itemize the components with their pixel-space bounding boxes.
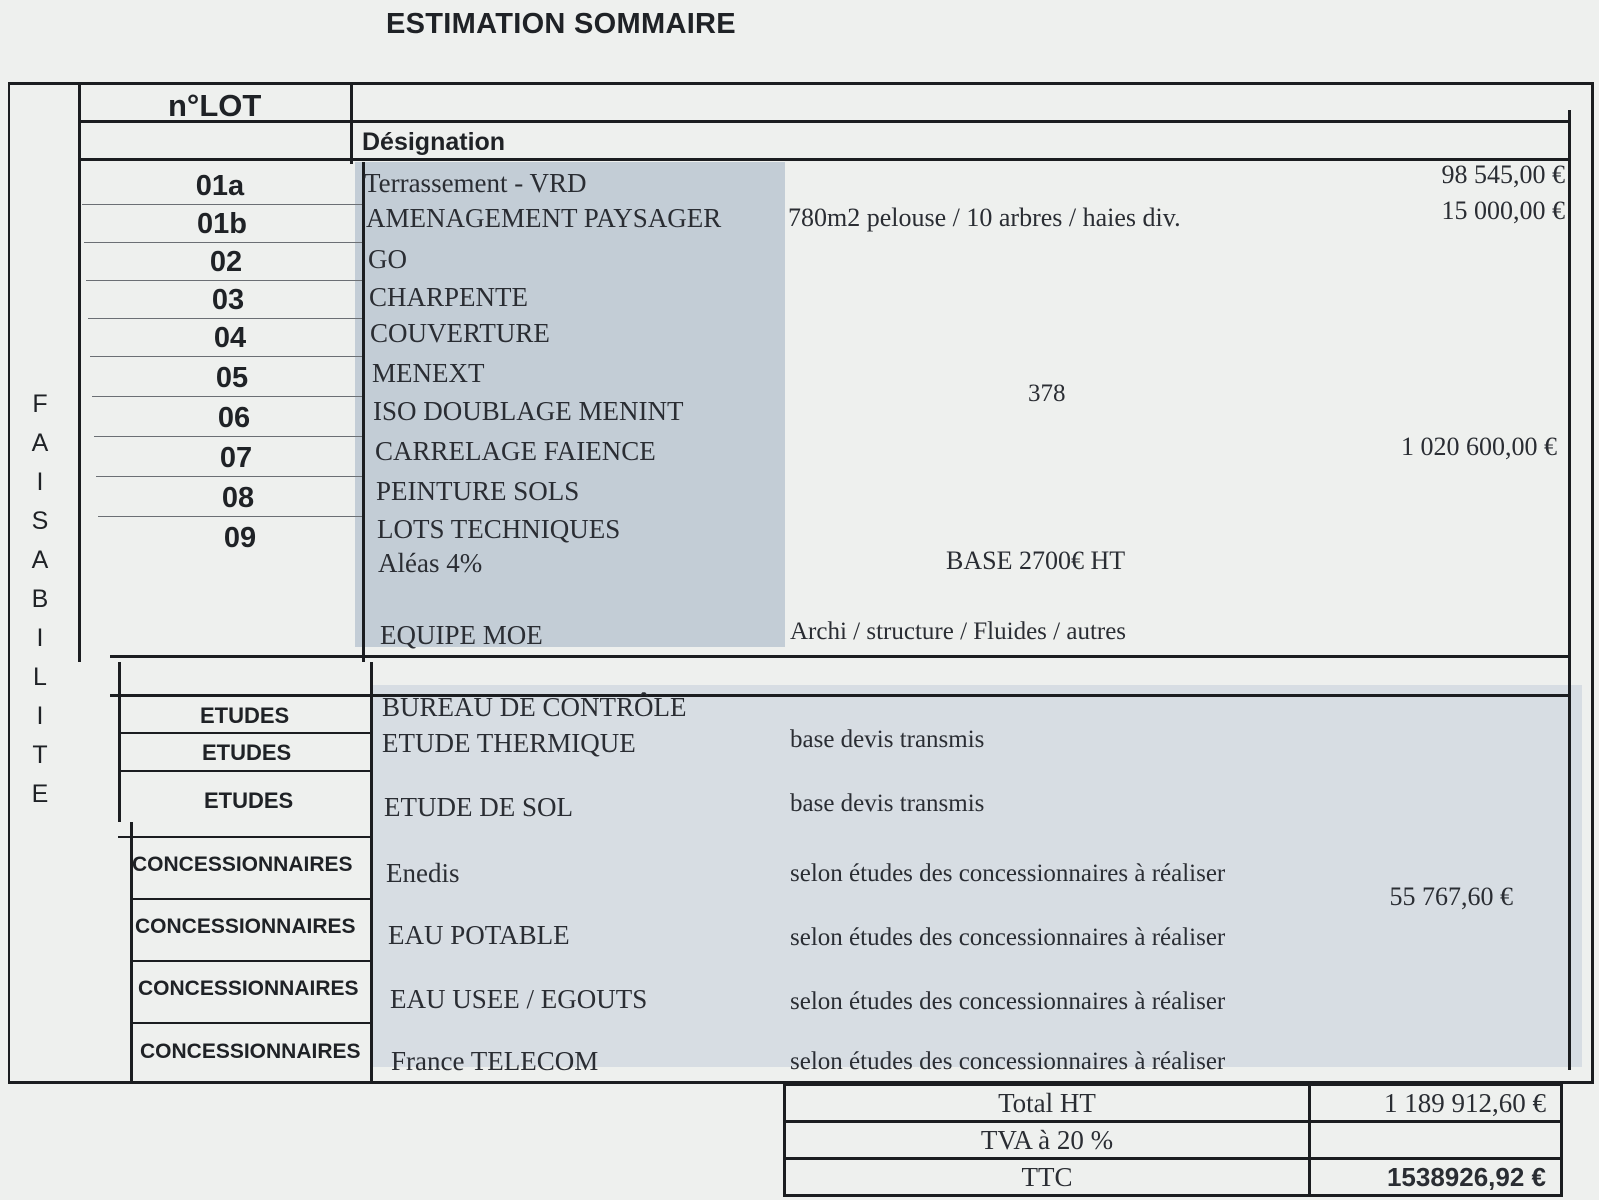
etudes-rule-3 — [118, 836, 372, 838]
study-note: selon études des concessionnaires à réaliser — [790, 924, 1226, 951]
right-inner-border — [1568, 110, 1571, 1070]
paysager-note: 780m2 pelouse / 10 arbres / haies div. — [788, 203, 1181, 232]
gap-rule — [110, 694, 1570, 697]
side-label-letter: F — [32, 390, 48, 418]
study-designation: France TELECOM — [391, 1046, 599, 1076]
side-label-letter: I — [36, 624, 44, 652]
faisabilite-side-label — [22, 385, 58, 814]
study-designation: ETUDE THERMIQUE — [382, 728, 636, 758]
lot-number: 02 — [209, 246, 243, 278]
etudes-rule-4 — [130, 898, 372, 900]
total-ht-value: 1 189 912,60 € — [1310, 1085, 1562, 1122]
document-title: ESTIMATION SOMMAIRE — [386, 8, 736, 40]
moe-label: EQUIPE MOE — [380, 620, 543, 650]
study-note: base devis transmis — [790, 726, 985, 753]
base-price-note: BASE 2700€ HT — [946, 546, 1126, 575]
header-rule-1 — [80, 120, 1570, 123]
lot-number: 03 — [211, 284, 245, 316]
study-note: selon études des concessionnaires à réaliser — [790, 1048, 1226, 1075]
side-label-letter: L — [33, 663, 47, 691]
study-designation: Enedis — [386, 858, 460, 888]
side-label-letter: I — [36, 702, 44, 730]
side-divider-lower — [118, 662, 121, 822]
study-note: base devis transmis — [790, 790, 985, 817]
side-divider — [78, 84, 81, 662]
lot-designation: CHARPENTE — [369, 282, 529, 312]
moe-note: Archi / structure / Fluides / autres — [790, 618, 1127, 645]
side-label-letter: A — [31, 429, 49, 457]
tva-row — [785, 1122, 1562, 1159]
side-label-letter: E — [31, 780, 49, 808]
lot-number: 04 — [213, 322, 247, 354]
study-category: CONCESSIONNAIRES — [132, 853, 353, 876]
works-amount: 1 020 600,00 € — [1401, 432, 1557, 461]
ttc-row — [785, 1159, 1562, 1196]
lot-number: 07 — [219, 442, 253, 474]
lot-separator — [88, 318, 362, 319]
lot-designation: PEINTURE SOLS — [376, 476, 580, 506]
side-label-letter: T — [32, 741, 48, 769]
tva-label: TVA à 20 % — [785, 1122, 1310, 1159]
lot-separator — [84, 242, 362, 243]
study-designation: EAU USEE / EGOUTS — [390, 984, 648, 1014]
studies-amount: 55 767,60 € — [1389, 882, 1513, 911]
surface-note: 378 — [1028, 380, 1066, 407]
lot-designation: Terrassement - VRD — [364, 168, 587, 198]
study-category: CONCESSIONNAIRES — [135, 915, 356, 938]
etudes-rule-2 — [118, 770, 372, 772]
etudes-rule-1 — [118, 732, 372, 734]
totals-table — [783, 1083, 1563, 1192]
vrd-amount: 98 545,00 € — [1441, 160, 1565, 189]
lot-number: 05 — [215, 362, 249, 394]
lot-separator — [92, 396, 362, 397]
lot-number: 08 — [221, 482, 255, 514]
study-category: CONCESSIONNAIRES — [140, 1040, 361, 1063]
study-category: CONCESSIONNAIRES — [138, 977, 359, 1000]
lot-number: 01b — [197, 208, 247, 240]
study-note: selon études des concessionnaires à réaliser — [790, 988, 1226, 1015]
lot-designation: COUVERTURE — [370, 318, 550, 348]
study-category: ETUDES — [202, 740, 292, 765]
total-ht-label: Total HT — [785, 1085, 1310, 1122]
lot-designation: MENEXT — [372, 358, 485, 388]
lot-designation: AMENAGEMENT PAYSAGER — [366, 203, 722, 233]
paysager-amount: 15 000,00 € — [1441, 196, 1565, 225]
total-ht-row — [785, 1085, 1562, 1122]
lot-column-divider — [350, 84, 353, 164]
lot-designation: CARRELAGE FAIENCE — [375, 436, 656, 466]
ttc-label: TTC — [785, 1159, 1310, 1196]
side-label-letter: B — [31, 585, 49, 613]
side-label-letter: I — [36, 468, 44, 496]
lot-separator — [86, 280, 362, 281]
side-label-letter: S — [31, 507, 49, 535]
lot-designation: GO — [368, 244, 407, 274]
etudes-rule-6 — [130, 1022, 372, 1024]
study-category: ETUDES — [204, 788, 294, 813]
lot-separator — [94, 436, 362, 437]
study-designation: BUREAU DE CONTRÔLE — [382, 692, 687, 722]
lot-number: 06 — [217, 402, 251, 434]
lot-separator — [82, 204, 362, 205]
lots-bottom-rule — [110, 655, 1570, 658]
aleas-label: Aléas 4% — [378, 548, 483, 578]
lot-separator — [98, 516, 362, 517]
lot-number: 09 — [223, 522, 257, 554]
lot-separator — [90, 356, 362, 357]
study-designation: ETUDE DE SOL — [384, 792, 573, 822]
header-rule-2 — [80, 158, 1570, 161]
study-note: selon études des concessionnaires à réaliser — [790, 860, 1226, 887]
lot-column-divider-body — [362, 162, 365, 662]
side-label-letter: A — [31, 546, 49, 574]
designation-header: Désignation — [362, 128, 506, 156]
study-designation: EAU POTABLE — [388, 920, 570, 950]
lot-number: 01a — [195, 170, 245, 202]
etudes-rule-5 — [130, 960, 372, 962]
lot-designation: LOTS TECHNIQUES — [377, 514, 621, 544]
tva-value — [1310, 1122, 1562, 1159]
lot-designation: ISO DOUBLAGE MENINT — [373, 396, 684, 426]
lot-separator — [96, 476, 362, 477]
ttc-value: 1538926,92 € — [1310, 1159, 1562, 1196]
lot-number-header: n°LOT — [168, 88, 262, 123]
study-category: ETUDES — [200, 703, 290, 728]
lot-column-divider-lower — [370, 662, 373, 1084]
